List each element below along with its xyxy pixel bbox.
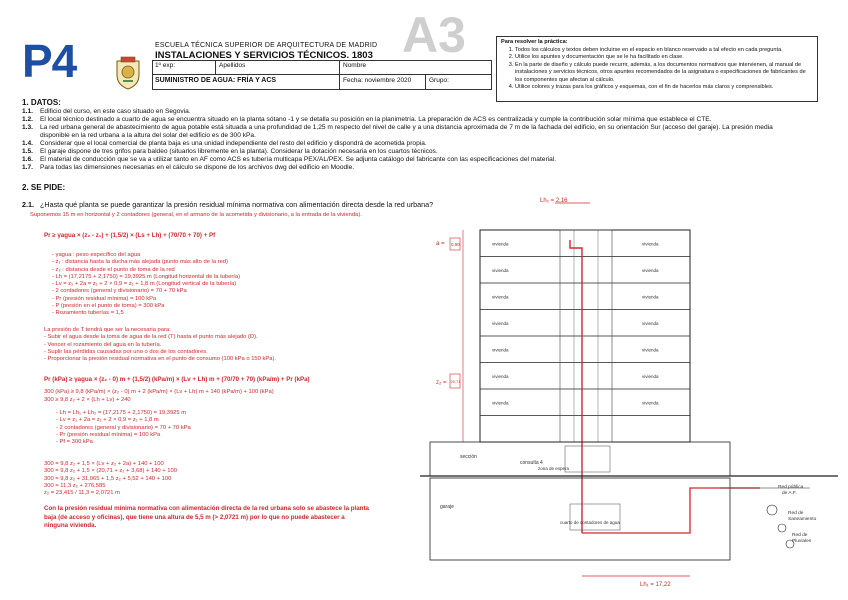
- unit-label-right: vivienda: [642, 294, 659, 300]
- pressure-item: - Suplir las pérdidas causadas por uno o dos de los contadores.: [44, 348, 208, 355]
- definition: - 2 contadores (general y divisionario) = 70 + 70 kPa: [52, 288, 187, 295]
- item-number: 1.1.: [22, 108, 33, 115]
- section-label: sección: [460, 454, 477, 460]
- conclusion-line: ninguna vivienda.: [44, 522, 97, 530]
- garage-label: garaje: [440, 504, 454, 510]
- instruction-item: 3. En la parte de diseño y cálculo puede recurrir, además, a los documentos normativos que intervienen, al manual de instalaciones y servicios técnicos, otros apuntes recomendados de la asignatura o especificaciones de fabricantes de los componentes que afectan al cálculo.: [515, 62, 813, 85]
- question: [22, 200, 433, 209]
- item-number: 1.6.: [22, 156, 33, 163]
- item-number: 1.7.: [22, 164, 33, 171]
- definition: - Lv = z₁ + 2a = z₁ + 2 × 0,9 = z₁ + 1,8 m (Longitud vertical de la tubería): [52, 281, 237, 288]
- network-label-2: Saneamiento: [788, 517, 817, 522]
- pressure-intro: La presión de T tendrá que ser la necesaria para:: [44, 327, 171, 333]
- definition: - Pr (presión residual mínima) = 100 kPa: [52, 295, 157, 302]
- datos-line: disponible en la red urbana a la altura del solar del edificio es de 300 kPa.: [40, 132, 256, 139]
- sheet-size: A3: [402, 7, 466, 63]
- exp-label: 1º exp:: [155, 62, 176, 69]
- datos-line: Considerar que el local comercial de planta baja es una unidad independiente del resto del edificio y dispondrá de acometida propia.: [40, 140, 427, 147]
- definition: - Lv = z₁ + 2a = z₁ + 2 × 0,9 = z₁ + 1,8 m: [56, 417, 159, 424]
- item-number: 1.2.: [22, 116, 33, 123]
- school-crest-icon: [113, 55, 143, 91]
- unit-label-right: vivienda: [642, 400, 659, 406]
- datos-heading: 1. DATOS:: [22, 98, 61, 107]
- street-label: Red pública: [778, 485, 804, 490]
- unit-label-left: vivienda: [492, 320, 509, 326]
- network-label: Red de: [788, 511, 804, 516]
- solution-step: 300 = 11,3 z₂ + 276,585: [44, 482, 106, 489]
- datos-line: Edificio del curso, en este caso situado en Segovia.: [40, 108, 191, 115]
- definition: - z₁ : distancia hasta la ducha más alejada (punto más alto de la red): [52, 259, 228, 266]
- building-section-drawing: [420, 188, 838, 592]
- lh1-label: Lh₁ = 17,22: [640, 582, 671, 588]
- instructions-title: Para resolver la práctica:: [501, 39, 568, 45]
- item-number: 1.3.: [22, 124, 33, 131]
- instruction-item: 2. Utilice los apuntes y documentación que se le ha facilitado en clase.: [515, 54, 813, 62]
- unit-label-left: vivienda: [492, 373, 509, 379]
- solution-step: 300 = 9,8 z₂ + 1,5 × (Lv + z₂ + 2a) + 140 + 100: [44, 461, 164, 467]
- solution-step: 300 = 9,8 z₂ + 31,065 + 1,5 z₂ + 5,52 + 140 + 100: [44, 475, 172, 482]
- unit-label-left: vivienda: [492, 347, 509, 353]
- instruction-item: 4. Utilice colores y trazas para los gráficos y esquemas, con el fin de hacerlos más claros y comprensibles.: [515, 84, 813, 92]
- question-text: ¿Hasta qué planta se puede garantizar la presión residual mínima normativa con alimentación directa desde la red urbana?: [40, 200, 434, 209]
- pressure-item: - Subir el agua desde la toma de agua de la red (T) hasta el punto más alejado (D).: [44, 334, 258, 341]
- unit-label-left: vivienda: [492, 400, 509, 406]
- course-title: INSTALACIONES Y SERVICIOS TÉCNICOS. 1803: [155, 50, 373, 61]
- calc-line: Pr (kPa) ≥ γagua × (z₂ - 0) m + (1,5/2) (kPa/m) × (Lv + Lh) m + (70/70 + 70) (kPa/m) + Pr (kPa): [44, 376, 310, 383]
- school-name: ESCUELA TÉCNICA SUPERIOR DE ARQUITECTURA DE MADRID: [155, 42, 378, 49]
- unit-label-right: vivienda: [642, 347, 659, 353]
- network-label-4: Pluviales: [792, 539, 812, 544]
- unit-label-left: vivienda: [492, 267, 509, 273]
- supply-pipe: [582, 488, 760, 533]
- subject-label: SUMINISTRO DE AGUA: FRÍA Y ACS: [155, 77, 277, 84]
- unit-label-right: vivienda: [642, 267, 659, 273]
- definition: - 2 contadores (general y divisionario) = 70 + 70 kPa: [56, 424, 191, 431]
- definitions-list-2: [56, 410, 191, 446]
- definition: - Rozamiento tuberías = 1,5: [52, 310, 124, 317]
- calc-line: 300 ≥ 9,8 z₂ + 2 × (Lh + Lv) + 240: [44, 397, 131, 403]
- datos-line: El local técnico destinado a cuarto de agua se encuentra situado en la planta sótano -1 y se detalla su posición en la planimetría. La preparación de ACS es centralizada y cumple la contribución solar mínima que establece el CTE.: [40, 116, 712, 123]
- local-label: zona de espera: [538, 466, 570, 471]
- datos-line: El garaje dispone de tres grifos para baldeo (situarlos libremente en la planta). Considerar la dotación necesaria en los cuartos técnicos.: [40, 148, 438, 155]
- a-value: 0,90: [451, 242, 460, 247]
- instruction-item: 1. Todos los cálculos y textos deben incluirse en el espacio en blanco reservado a tal efecto en cada pregunta.: [515, 47, 813, 55]
- unit-label-left: vivienda: [492, 294, 509, 300]
- solution-step: z₂ = 23,415 / 11,3 = 2,0721 m: [44, 490, 120, 497]
- water-room-label: cuarto de contadores de agua: [560, 520, 620, 525]
- lh2-label: Lh₂ = 2,16: [540, 198, 568, 204]
- calc-line: 300 (kPa) ≥ 9,8 (kPa/m) × (z₂ - 0) m + 2 (kPa/m) × (Lv + Lh) m + 140 (kPa/m) + 100 (kPa): [44, 389, 274, 395]
- conclusion-line: Con la presión residual mínima normativa con alimentación directa de la red urbana solo se abastece la planta: [44, 505, 369, 512]
- item-number: 1.4.: [22, 140, 33, 147]
- definition: - Pf = 300 kPa: [56, 439, 93, 446]
- unit-label-left: vivienda: [492, 241, 509, 247]
- network-label-3: Red de: [792, 533, 808, 538]
- item-number: 1.5.: [22, 148, 33, 155]
- definition: - Pr (presión residual mínima) = 100 kPa: [56, 431, 161, 438]
- z2-value: 20,71: [450, 379, 461, 384]
- instructions-box: [496, 36, 818, 102]
- pressure-item: - Proporcionar la presión residual normativa en el punto de consumo (100 kPa o 150 kPa).: [44, 356, 277, 363]
- definition: - Lh = (17,2175 + 2,1750) = 19,3925 m (Longitud horizontal de la tubería): [52, 273, 241, 280]
- definition: - z₂ : distancia desde el punto de toma de la red: [52, 266, 175, 273]
- z2-label: z₂ =: [436, 380, 447, 386]
- pressure-explanation: [44, 327, 276, 363]
- main-formula: Pr ≥ γagua × (z₂ - z₁) + (1,5/2) × (Ls + Lh) + (70/70 + 70) + Pf: [44, 232, 216, 239]
- datos-list: [22, 108, 837, 172]
- surname-label: Apellidos: [219, 62, 246, 69]
- name-label: Nombre: [343, 62, 367, 69]
- datos-line: Para todas las dimensiones necesarias en el cálculo se dispone de los archivos dwg del edificio en Moodle.: [40, 164, 355, 171]
- definition: - γagua : peso específico del agua: [52, 252, 141, 258]
- solution-steps: [44, 461, 177, 497]
- sheet-code: P4: [22, 35, 77, 87]
- a-label: a =: [436, 241, 445, 247]
- street-label-2: de A.F.: [782, 491, 797, 496]
- floor-slabs: [480, 241, 690, 415]
- conclusion: [44, 505, 369, 531]
- datos-line: La red urbana general de abastecimiento de agua potable está situada a una profundidad de 1,25 m respecto del nivel de calle y a una distancia aproximada de 7 m de la fachada del edificio, en su orientación Sur (acceso del garaje). La presión media: [40, 124, 773, 131]
- unit-label-right: vivienda: [642, 241, 659, 247]
- definitions-list: [52, 252, 240, 318]
- date-label: Fecha: noviembre 2020: [343, 77, 412, 84]
- definition: - Lh = Lh₁ + Lh₂ = (17,2175 + 2,1750) = 19,3925 m: [56, 410, 187, 416]
- definition: - P (presión en el punto de toma) = 300 kPa: [52, 303, 165, 310]
- datos-line: El material de conducción que se va a utilizar tanto en AF como ACS es tubería multicapa PEX/AL/PEX. Se adjunta catálogo del fabricante con las especificaciones del material.: [40, 156, 557, 163]
- student-info-box: [152, 60, 492, 90]
- se-pide-heading: 2. SE PIDE:: [22, 183, 66, 192]
- solution-step: 300 = 9,8 z₂ + 1,5 × (20,71 + z₂ + 3,68) + 140 + 100: [44, 468, 177, 475]
- question-number: 2.1.: [22, 200, 34, 209]
- unit-label-right: vivienda: [642, 373, 659, 379]
- conclusion-line: baja (de acceso y oficinas), que tiene una altura de 5,5 m (> 2,0721 m) por lo que no puede abastecer a: [44, 513, 345, 521]
- group-label: Grupo:: [429, 77, 449, 84]
- water-riser-pipe: [570, 240, 582, 533]
- pressure-item: - Vencer el rozamiento del agua en la tubería.: [44, 341, 162, 348]
- shop-label: consulta 4: [520, 460, 543, 466]
- assumption: Suponemos 15 m en horizontal y 2 contadores (general, en el armario de la acometida y divisionario, a la entrada de la vivienda).: [30, 212, 362, 218]
- unit-label-right: vivienda: [642, 320, 659, 326]
